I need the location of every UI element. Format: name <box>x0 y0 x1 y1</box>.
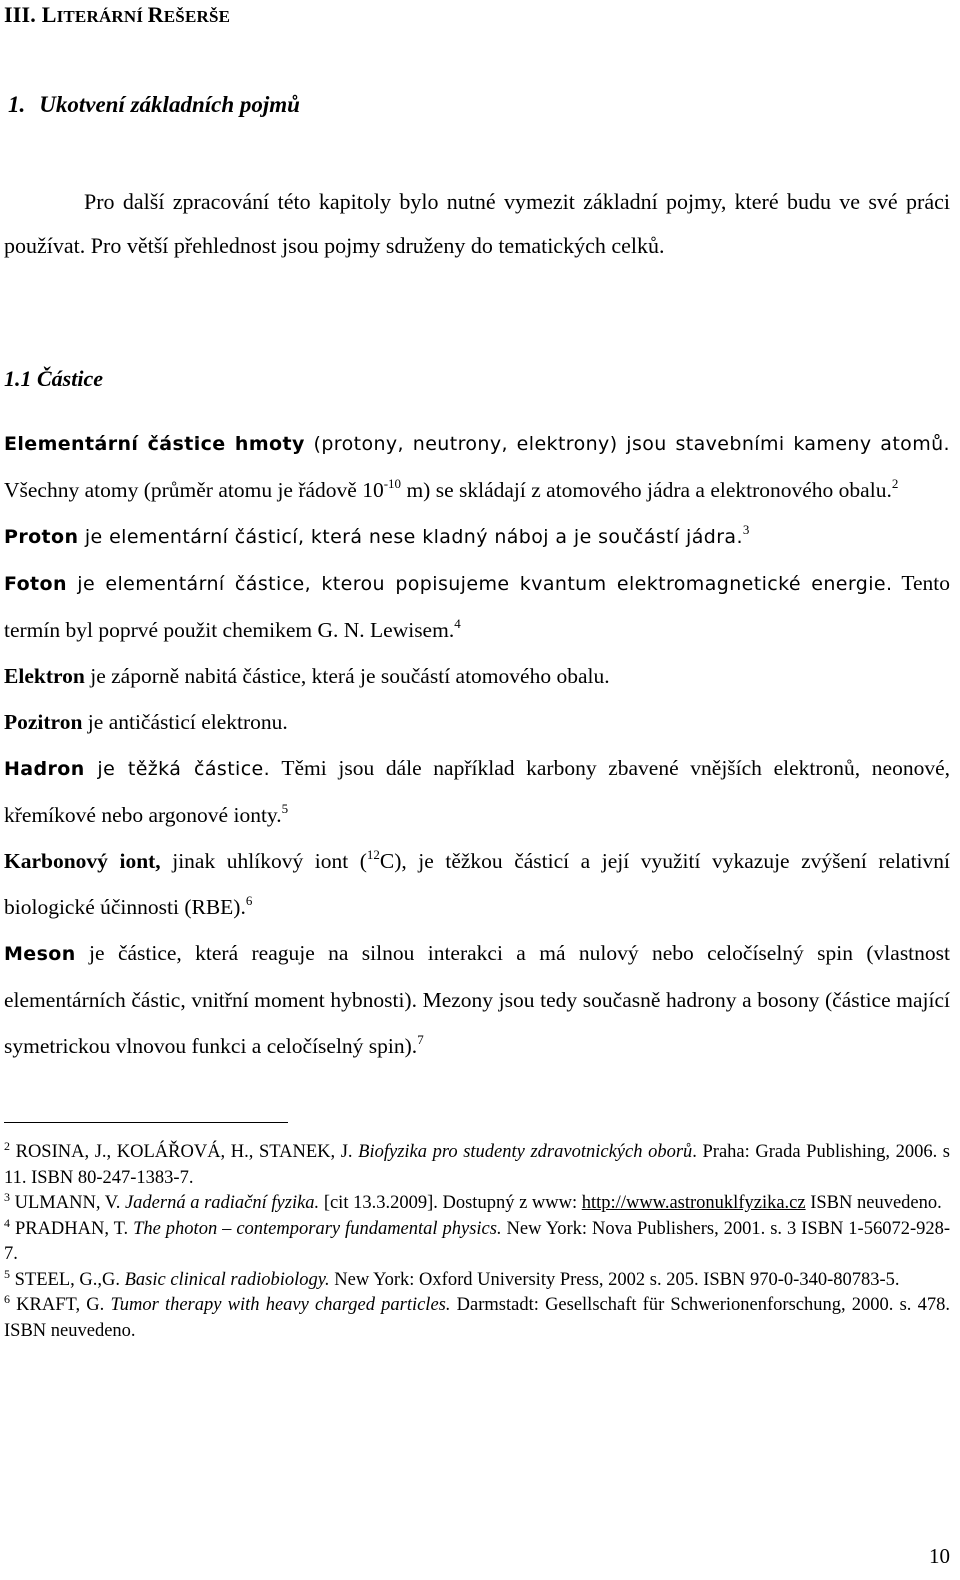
exponent: -10 <box>383 476 402 491</box>
paragraph-text: m) se skládají z atomového jádra a elektronového obalu. <box>401 478 892 502</box>
footnotes <box>4 1140 950 1344</box>
paragraph-text: Všechny atomy (průměr atomu je řádově 10 <box>4 478 384 502</box>
paragraph-elektron <box>4 653 950 699</box>
definitions-body <box>4 420 950 1069</box>
footnote-2 <box>4 1140 950 1191</box>
footnote-link[interactable]: http://www.astronuklfyzika.cz <box>581 1193 806 1213</box>
footnote-6 <box>4 1293 950 1344</box>
term-sans-block <box>4 526 743 548</box>
footnote-ref: 5 <box>281 801 289 816</box>
footnote-ref: 2 <box>891 476 899 491</box>
footnote-5 <box>4 1268 950 1294</box>
section-number: 1. <box>8 92 26 117</box>
footnote-title: The photon – contemporary fundamental physics. <box>133 1218 502 1239</box>
term-sans-block <box>4 943 76 965</box>
footnote-details: New York: Nova Publishers, 2001. s. 3 ISBN 1-56072-928-7. <box>4 1218 951 1264</box>
paragraph-text: je těžká částice. <box>84 758 271 780</box>
term-karbonovy-iont: Karbonový iont, <box>4 849 161 873</box>
footnote-divider <box>4 1122 288 1123</box>
chapter-title-part-2: EŠERŠE <box>163 7 231 26</box>
footnote-author: PRADHAN, T. <box>10 1218 134 1239</box>
term-sans-block <box>4 433 950 455</box>
term-sans-block <box>4 758 270 780</box>
page-number: 10 <box>929 1544 950 1568</box>
term-proton: Proton <box>4 526 79 548</box>
footnote-title: Biofyzika pro studenty zdravotnických oborů <box>358 1142 693 1162</box>
paragraph-text: je částice, která reaguje na silnou interakci a má nulový nebo celočíselný spin (vlastnost elementárních částic, vnitřní moment hybnosti). <box>4 941 950 1012</box>
footnote-number: 3 <box>4 1190 10 1204</box>
footnote-author: KRAFT, G. <box>10 1295 111 1315</box>
footnote-number: 6 <box>4 1292 10 1306</box>
term-hadron: Hadron <box>4 758 85 780</box>
section-heading <box>8 92 300 118</box>
chapter-number: III. <box>4 2 36 27</box>
footnote-details: ISBN neuvedeno. <box>805 1193 942 1213</box>
footnote-number: 4 <box>4 1215 10 1230</box>
footnote-title: Basic clinical radiobiology. <box>124 1269 330 1290</box>
term-foton: Foton <box>4 573 67 595</box>
paragraph-text: C), je těžkou částicí a její využití vykazuje zvýšení relativní biologické účinnosti (RBE). <box>4 849 950 919</box>
paragraph-text: je záporně nabitá částice, která je součástí atomového obalu. <box>84 664 610 688</box>
footnote-title: Jaderná a radiační fyzika. <box>124 1193 320 1213</box>
footnote-ref: 7 <box>417 1032 424 1047</box>
footnote-details: [cit 13.3.2009]. Dostupný z www: <box>319 1193 582 1213</box>
paragraph-karbonovy-iont <box>4 838 950 930</box>
term-pozitron: Pozitron <box>4 710 83 734</box>
subsection-heading: 1.1 Částice <box>4 366 103 391</box>
footnote-details: . Praha: Grada Publishing, 2006. s 11. ISBN 80-247-1383-7. <box>4 1142 950 1188</box>
footnote-details: Darmstadt: Gesellschaft für Schwerionenforschung, 2000. s. 478. ISBN neuvedeno. <box>4 1295 950 1341</box>
footnote-number: 5 <box>4 1266 10 1281</box>
footnote-ref: 3 <box>742 522 750 537</box>
footnote-3 <box>4 1191 950 1217</box>
footnote-ref: 4 <box>454 616 461 631</box>
paragraph-text: je elementární částicí, která nese kladný náboj a je součástí jádra. <box>78 526 743 548</box>
paragraph-text: Těmi jsou dále například karbony zbavené vnějších elektronů, neonové, křemíkové nebo argonové ionty. <box>4 756 950 827</box>
paragraph-text: (protony, neutrony, elektrony) jsou stavebními kameny atomů. <box>304 433 950 455</box>
mass-number: 12 <box>366 847 380 862</box>
term-meson: Meson <box>4 943 76 965</box>
footnote-author: STEEL, G.,G. <box>10 1269 125 1290</box>
paragraph-pozitron <box>4 699 950 745</box>
chapter-heading <box>4 2 230 28</box>
footnote-title: Tumor therapy with heavy charged particles. <box>110 1295 451 1315</box>
chapter-title-part-1: ITERÁRNÍ <box>56 7 148 26</box>
paragraph-text: je elementární částice, kterou popisujeme kvantum elektromagnetické energie. <box>66 573 893 595</box>
footnote-author: ULMANN, V. <box>10 1193 125 1213</box>
paragraph-elementary-particles <box>4 420 950 513</box>
term-elementary-particles: Elementární částice hmoty <box>4 433 305 455</box>
paragraph-hadron <box>4 745 950 838</box>
footnote-4 <box>4 1217 950 1268</box>
paragraph-text: jinak uhlíkový iont ( <box>160 849 367 873</box>
paragraph-proton <box>4 513 950 560</box>
chapter-title-initial: L <box>41 2 57 27</box>
intro-paragraph: Pro další zpracování této kapitoly bylo nutné vymezit základní pojmy, které budu ve své práci používat. Pro větší přehlednost jsou pojmy sdruženy do tematických celků. <box>4 189 950 258</box>
footnote-ref: 6 <box>245 893 253 908</box>
term-elektron: Elektron <box>4 664 85 688</box>
paragraph-meson <box>4 930 950 1069</box>
footnote-details: New York: Oxford University Press, 2002 s. 205. ISBN 970-0-340-80783-5. <box>329 1269 900 1290</box>
section-title: Ukotvení základních pojmů <box>39 92 300 117</box>
paragraph-text: Tento termín byl poprvé použit chemikem G. N. Lewisem. <box>4 571 950 642</box>
paragraph-foton <box>4 560 950 653</box>
paragraph-text: Mezony jsou tedy současně hadrony a bosony (částice mající symetrickou vlnovou funkci a celočíselný spin). <box>4 988 951 1058</box>
chapter-title-initial-2: R <box>147 2 164 27</box>
term-sans-block <box>4 573 892 595</box>
footnote-author: ROSINA, J., KOLÁŘOVÁ, H., STANEK, J. <box>10 1142 359 1162</box>
footnote-number: 2 <box>4 1139 10 1153</box>
paragraph-text: je antičásticí elektronu. <box>82 710 288 734</box>
